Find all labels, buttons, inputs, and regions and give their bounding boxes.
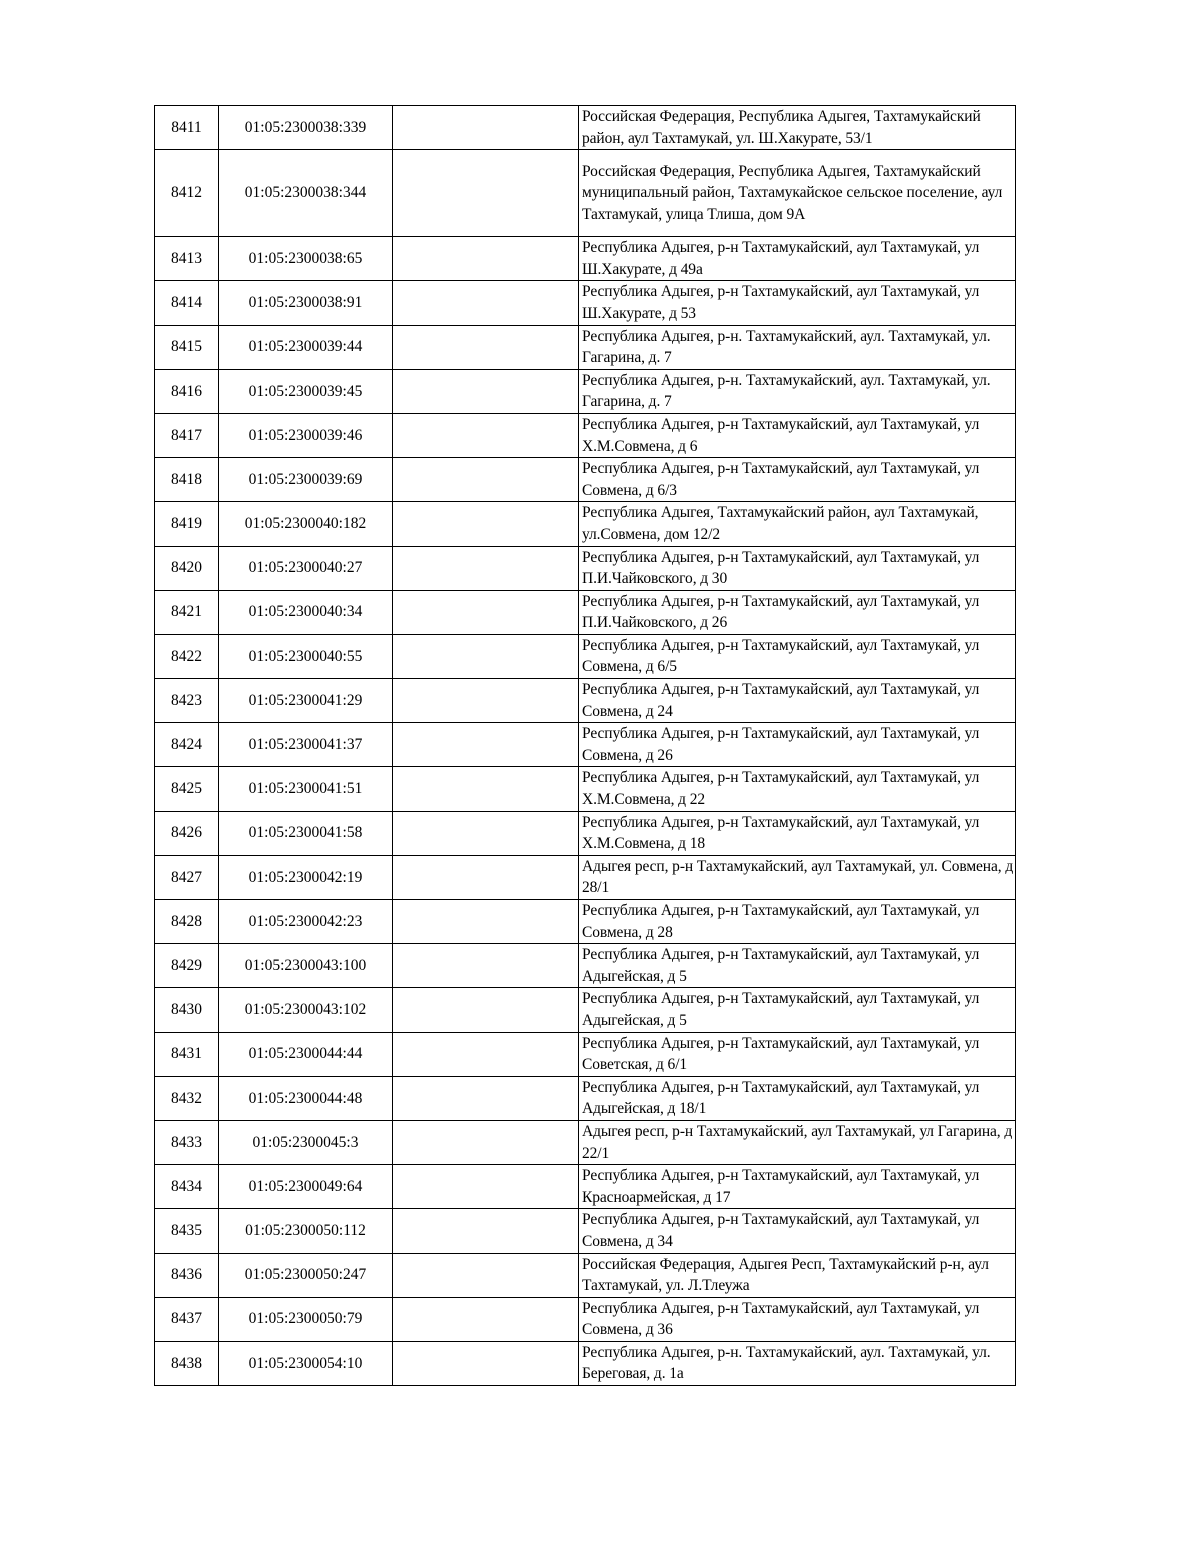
row-number-cell: 8422	[155, 634, 219, 678]
row-number-cell: 8437	[155, 1297, 219, 1341]
empty-cell	[393, 900, 579, 944]
cadastral-number-cell: 01:05:2300041:51	[219, 767, 393, 811]
address-cell: Республика Адыгея, Тахтамукайский район, аул Тахтамукай, ул.Совмена, дом 12/2	[579, 502, 1016, 546]
empty-cell	[393, 988, 579, 1032]
row-number-cell: 8432	[155, 1076, 219, 1120]
row-number-cell: 8423	[155, 679, 219, 723]
address-cell: Республика Адыгея, р-н Тахтамукайский, аул Тахтамукай, ул Х.М.Совмена, д 22	[579, 767, 1016, 811]
empty-cell	[393, 1120, 579, 1164]
empty-cell	[393, 458, 579, 502]
cadastral-number-cell: 01:05:2300038:65	[219, 237, 393, 281]
table-row	[155, 900, 1016, 944]
address-cell: Республика Адыгея, р-н Тахтамукайский, аул Тахтамукай, ул Совмена, д 28	[579, 900, 1016, 944]
empty-cell	[393, 546, 579, 590]
table-row	[155, 325, 1016, 369]
cadastral-number-cell: 01:05:2300038:339	[219, 106, 393, 150]
address-cell: Республика Адыгея, р-н Тахтамукайский, аул Тахтамукай, ул Красноармейская, д 17	[579, 1165, 1016, 1209]
empty-cell	[393, 106, 579, 150]
cadastral-number-cell: 01:05:2300054:10	[219, 1341, 393, 1385]
row-number-cell: 8419	[155, 502, 219, 546]
address-cell: Республика Адыгея, р-н. Тахтамукайский, аул. Тахтамукай, ул. Гагарина, д. 7	[579, 369, 1016, 413]
address-cell: Республика Адыгея, р-н Тахтамукайский, аул Тахтамукай, ул Адыгейская, д 5	[579, 944, 1016, 988]
address-cell: Республика Адыгея, р-н Тахтамукайский, аул Тахтамукай, ул Ш.Хакурате, д 53	[579, 281, 1016, 325]
cadastral-number-cell: 01:05:2300039:44	[219, 325, 393, 369]
address-cell: Республика Адыгея, р-н Тахтамукайский, аул Тахтамукай, ул Совмена, д 6/5	[579, 634, 1016, 678]
empty-cell	[393, 767, 579, 811]
cadastral-number-cell: 01:05:2300050:79	[219, 1297, 393, 1341]
empty-cell	[393, 634, 579, 678]
address-cell: Адыгея респ, р-н Тахтамукайский, аул Тахтамукай, ул. Совмена, д 28/1	[579, 855, 1016, 899]
table-row	[155, 458, 1016, 502]
table-row	[155, 502, 1016, 546]
table-row	[155, 413, 1016, 457]
table-row	[155, 1165, 1016, 1209]
empty-cell	[393, 413, 579, 457]
empty-cell	[393, 590, 579, 634]
cadastral-number-cell: 01:05:2300041:37	[219, 723, 393, 767]
cadastral-number-cell: 01:05:2300043:102	[219, 988, 393, 1032]
address-cell: Республика Адыгея, р-н Тахтамукайский, аул Тахтамукай, ул Совмена, д 6/3	[579, 458, 1016, 502]
table-row	[155, 1076, 1016, 1120]
cadastral-number-cell: 01:05:2300040:55	[219, 634, 393, 678]
row-number-cell: 8427	[155, 855, 219, 899]
table-row	[155, 634, 1016, 678]
address-cell: Российская Федерация, Республика Адыгея, Тахтамукайский район, аул Тахтамукай, ул. Ш.Хакурате, 53/1	[579, 106, 1016, 150]
row-number-cell: 8436	[155, 1253, 219, 1297]
cadastral-number-cell: 01:05:2300041:58	[219, 811, 393, 855]
empty-cell	[393, 150, 579, 237]
table-row	[155, 723, 1016, 767]
empty-cell	[393, 1253, 579, 1297]
address-cell: Республика Адыгея, р-н Тахтамукайский, аул Тахтамукай, ул Совмена, д 24	[579, 679, 1016, 723]
cadastral-number-cell: 01:05:2300043:100	[219, 944, 393, 988]
table-row	[155, 1209, 1016, 1253]
row-number-cell: 8430	[155, 988, 219, 1032]
address-cell: Республика Адыгея, р-н Тахтамукайский, аул Тахтамукай, ул Адыгейская, д 5	[579, 988, 1016, 1032]
address-cell: Республика Адыгея, р-н Тахтамукайский, аул Тахтамукай, ул Совмена, д 26	[579, 723, 1016, 767]
empty-cell	[393, 811, 579, 855]
address-cell: Российская Федерация, Республика Адыгея, Тахтамукайский муниципальный район, Тахтамукайское сельское поселение, аул Тахтамукай, улица Тлиша, дом 9А	[579, 150, 1016, 237]
row-number-cell: 8438	[155, 1341, 219, 1385]
cadastral-number-cell: 01:05:2300041:29	[219, 679, 393, 723]
empty-cell	[393, 502, 579, 546]
cadastral-number-cell: 01:05:2300039:69	[219, 458, 393, 502]
row-number-cell: 8411	[155, 106, 219, 150]
row-number-cell: 8435	[155, 1209, 219, 1253]
table-row	[155, 1297, 1016, 1341]
address-cell: Республика Адыгея, р-н Тахтамукайский, аул Тахтамукай, ул Советская, д 6/1	[579, 1032, 1016, 1076]
table-row	[155, 944, 1016, 988]
address-cell: Республика Адыгея, р-н Тахтамукайский, аул Тахтамукай, ул Х.М.Совмена, д 18	[579, 811, 1016, 855]
cadastral-number-cell: 01:05:2300040:34	[219, 590, 393, 634]
row-number-cell: 8418	[155, 458, 219, 502]
cadastral-number-cell: 01:05:2300039:45	[219, 369, 393, 413]
row-number-cell: 8421	[155, 590, 219, 634]
empty-cell	[393, 855, 579, 899]
empty-cell	[393, 237, 579, 281]
cadastral-number-cell: 01:05:2300045:3	[219, 1120, 393, 1164]
table-row	[155, 679, 1016, 723]
row-number-cell: 8415	[155, 325, 219, 369]
address-cell: Адыгея респ, р-н Тахтамукайский, аул Тахтамукай, ул Гагарина, д 22/1	[579, 1120, 1016, 1164]
address-cell: Республика Адыгея, р-н. Тахтамукайский, аул. Тахтамукай, ул. Гагарина, д. 7	[579, 325, 1016, 369]
row-number-cell: 8424	[155, 723, 219, 767]
cadastral-number-cell: 01:05:2300044:48	[219, 1076, 393, 1120]
cadastral-number-cell: 01:05:2300038:91	[219, 281, 393, 325]
address-cell: Республика Адыгея, р-н. Тахтамукайский, аул. Тахтамукай, ул. Береговая, д. 1а	[579, 1341, 1016, 1385]
row-number-cell: 8429	[155, 944, 219, 988]
table-row	[155, 106, 1016, 150]
table-row	[155, 855, 1016, 899]
row-number-cell: 8431	[155, 1032, 219, 1076]
address-cell: Республика Адыгея, р-н Тахтамукайский, аул Тахтамукай, ул Ш.Хакурате, д 49а	[579, 237, 1016, 281]
table-row	[155, 1120, 1016, 1164]
row-number-cell: 8420	[155, 546, 219, 590]
table-row	[155, 150, 1016, 237]
row-number-cell: 8417	[155, 413, 219, 457]
row-number-cell: 8426	[155, 811, 219, 855]
table-row	[155, 546, 1016, 590]
table-row	[155, 237, 1016, 281]
cadastral-number-cell: 01:05:2300050:247	[219, 1253, 393, 1297]
empty-cell	[393, 1032, 579, 1076]
empty-cell	[393, 1209, 579, 1253]
table-row	[155, 1253, 1016, 1297]
empty-cell	[393, 281, 579, 325]
address-cell: Республика Адыгея, р-н Тахтамукайский, аул Тахтамукай, ул П.И.Чайковского, д 26	[579, 590, 1016, 634]
row-number-cell: 8413	[155, 237, 219, 281]
cadastral-number-cell: 01:05:2300038:344	[219, 150, 393, 237]
row-number-cell: 8425	[155, 767, 219, 811]
address-cell: Республика Адыгея, р-н Тахтамукайский, аул Тахтамукай, ул Адыгейская, д 18/1	[579, 1076, 1016, 1120]
table-row	[155, 281, 1016, 325]
row-number-cell: 8412	[155, 150, 219, 237]
table-row	[155, 369, 1016, 413]
row-number-cell: 8416	[155, 369, 219, 413]
empty-cell	[393, 1076, 579, 1120]
address-cell: Республика Адыгея, р-н Тахтамукайский, аул Тахтамукай, ул П.И.Чайковского, д 30	[579, 546, 1016, 590]
row-number-cell: 8414	[155, 281, 219, 325]
cadastral-number-cell: 01:05:2300040:182	[219, 502, 393, 546]
empty-cell	[393, 369, 579, 413]
empty-cell	[393, 325, 579, 369]
cadastral-number-cell: 01:05:2300050:112	[219, 1209, 393, 1253]
table-row	[155, 988, 1016, 1032]
row-number-cell: 8428	[155, 900, 219, 944]
cadastral-number-cell: 01:05:2300039:46	[219, 413, 393, 457]
empty-cell	[393, 679, 579, 723]
table-row	[155, 1032, 1016, 1076]
empty-cell	[393, 1165, 579, 1209]
row-number-cell: 8434	[155, 1165, 219, 1209]
land-plots-table	[154, 105, 1016, 1386]
address-cell: Республика Адыгея, р-н Тахтамукайский, аул Тахтамукай, ул Х.М.Совмена, д 6	[579, 413, 1016, 457]
empty-cell	[393, 723, 579, 767]
empty-cell	[393, 1297, 579, 1341]
cadastral-number-cell: 01:05:2300042:19	[219, 855, 393, 899]
table-row	[155, 590, 1016, 634]
row-number-cell: 8433	[155, 1120, 219, 1164]
cadastral-number-cell: 01:05:2300049:64	[219, 1165, 393, 1209]
address-cell: Российская Федерация, Адыгея Респ, Тахтамукайский р-н, аул Тахтамукай, ул. Л.Тлеужа	[579, 1253, 1016, 1297]
empty-cell	[393, 944, 579, 988]
table-row	[155, 811, 1016, 855]
empty-cell	[393, 1341, 579, 1385]
table-row	[155, 767, 1016, 811]
table-row	[155, 1341, 1016, 1385]
cadastral-number-cell: 01:05:2300044:44	[219, 1032, 393, 1076]
address-cell: Республика Адыгея, р-н Тахтамукайский, аул Тахтамукай, ул Совмена, д 36	[579, 1297, 1016, 1341]
cadastral-number-cell: 01:05:2300040:27	[219, 546, 393, 590]
address-cell: Республика Адыгея, р-н Тахтамукайский, аул Тахтамукай, ул Совмена, д 34	[579, 1209, 1016, 1253]
table-body	[155, 106, 1016, 1386]
cadastral-number-cell: 01:05:2300042:23	[219, 900, 393, 944]
